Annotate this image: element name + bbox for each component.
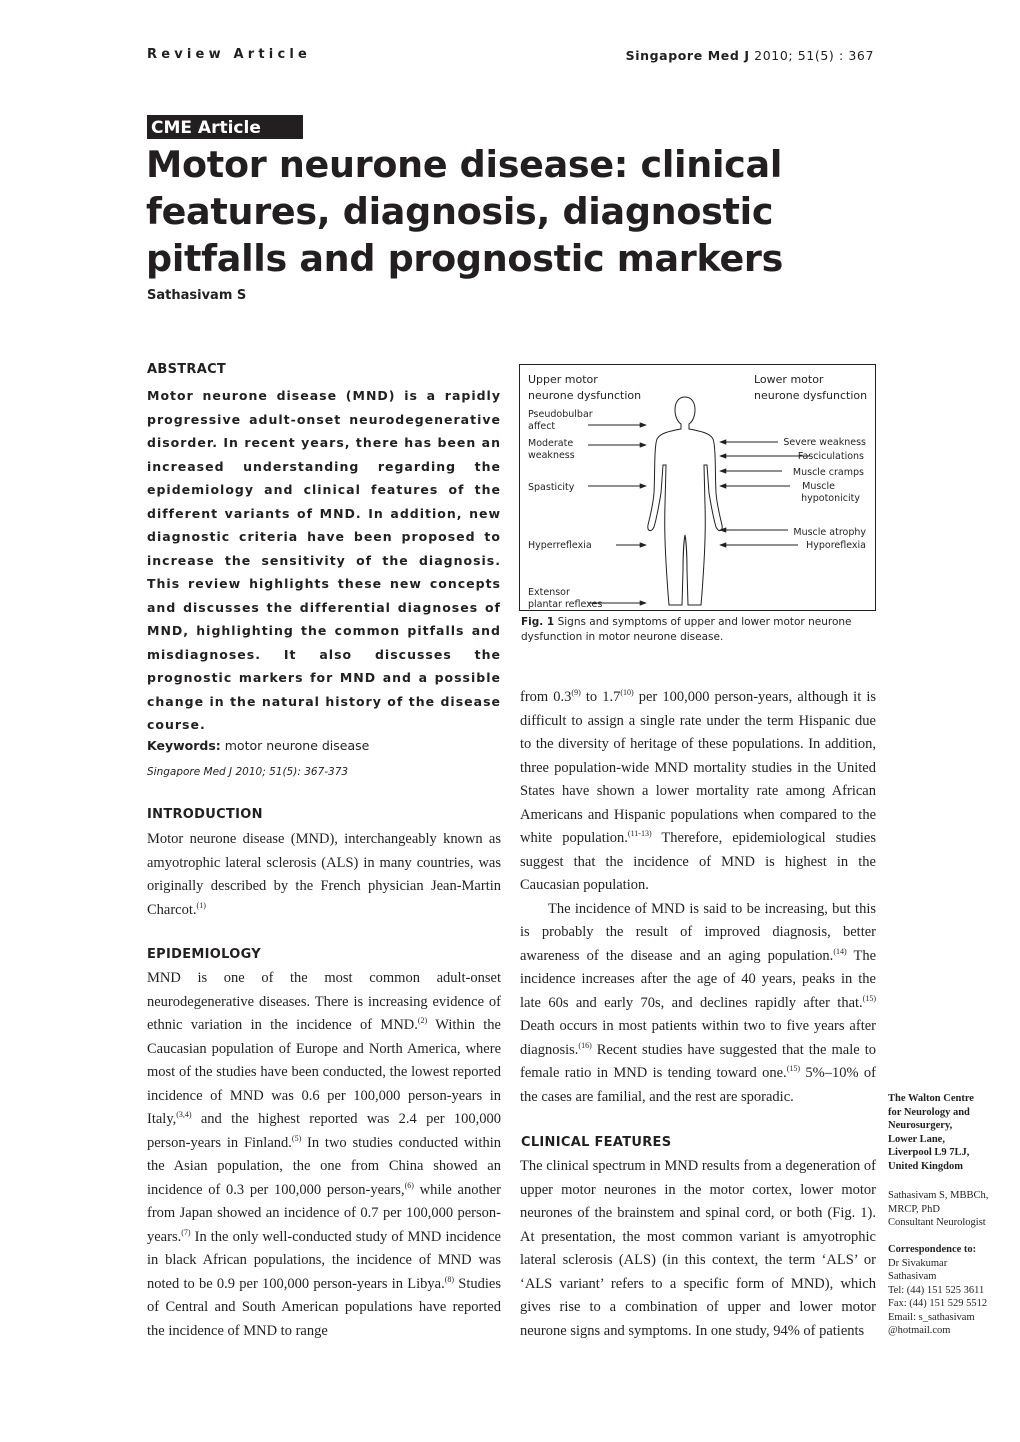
fig-left-title-2: neurone dysfunction [528,389,642,402]
affiliation-line: Neurosurgery, [888,1120,953,1131]
fig-left-label: Pseudobulbar [528,409,593,420]
affiliation-line: Dr Sivakumar [888,1257,948,1269]
affiliation-line: Fax: (44) 151 529 5512 [888,1298,988,1309]
affiliation-author-info [888,1189,988,1230]
text-run: In two studies conducted within the Asian population, the one from China showed an incidence of 0.3 per 100,000 person-years, [147,1134,501,1198]
citation: Singapore Med J 2010; 51(5): 367-373 [147,766,349,778]
affiliation-line: Lower Lane, [888,1133,945,1145]
introduction-paragraph [147,828,501,922]
abstract-text: Motor neurone disease (MND) is a rapidly progressive adult-onset neurodegenerative disorder. In recent years, there has been an increased understanding regarding the epidemiology and clinical features of the different variants of MND. In addition, new diagnostic criteria have been proposed to increase the sensitivity of the diagnosis. This review highlights these new concepts and discusses the differential diagnoses of MND, highlighting the common pitfalls and misdiagnoses. It also discusses the prognostic markers for MND and a possible change in the natural history of the disease course. [147,388,501,732]
ref: (1) [196,900,206,910]
ref: (15) [786,1064,801,1074]
text-run: Therefore, epidemiological studies suggest that the incidence of MND is highest in the Caucasian population. [520,830,876,893]
ref: (5) [291,1133,302,1143]
fig-right-label: Muscle atrophy [793,527,866,538]
human-body-outline [648,397,722,605]
affiliation-institution [888,1092,974,1173]
right-column-epidemiology [520,686,876,1109]
fig-left-label: Moderate [528,438,574,449]
fig-left-title-1: Upper motor [528,373,598,386]
fig-left-label: affect [528,421,556,432]
fig-right-label: Muscle [802,481,835,492]
affiliation-line: Sathasivam [888,1271,937,1282]
affiliation-line: Sathasivam S, MBBCh, [888,1190,989,1201]
ref: (9) [571,688,581,698]
correspondence-label: Correspondence to: [888,1244,977,1255]
epidemiology-paragraph [147,967,501,1343]
ref: (6) [404,1180,414,1190]
fig-right-title-2: neurone dysfunction [754,389,868,402]
clinical-features-paragraph: The clinical spectrum in MND results from a degeneration of upper motor neurones in the motor cortex, lower motor neurones of the brainstem and spinal cord, or both (Fig. 1). At presentation, the most common variant is amyotrophic lateral sclerosis (ALS) (in this context, the term ‘ALS’ or ‘ALS variant’ refers to a specific form of MND), which gives rise to a combination of upper and lower motor neurone signs and symptoms. In one study, 94% of patients [520,1158,876,1339]
text-run: 5%–10% of the cases are familial, and the rest are sporadic. [520,1065,876,1105]
ref: (16) [578,1040,592,1050]
affiliation-line: Liverpool L9 7LJ, [888,1147,970,1158]
affiliation-line: United Kingdom [888,1160,963,1172]
affiliation-line: Tel: (44) 151 525 3611 [888,1284,985,1296]
ref: (15) [862,993,876,1003]
text-run: to 1.7 [580,689,621,705]
figure-1 [519,364,876,611]
cme-article-label: CME Article [147,115,303,139]
text-run: The incidence increases after the age of 40 years, peaks in the late 60s and early 70s, and declines rapidly after that. [520,947,877,1011]
caption-label: Fig. 1 [521,616,555,628]
figure-1-diagram [520,365,875,610]
ref: (7) [181,1227,191,1237]
paragraph [520,686,876,898]
paragraph [520,898,876,1110]
fig-right-title-1: Lower motor [754,373,824,386]
journal-issue: 2010; 51(5) : 367 [749,48,874,63]
affiliation-line: Consultant Neurologist [888,1217,986,1228]
running-header-section: Review Article [147,47,312,62]
fig-left-label: Spasticity [528,482,575,493]
fig-left-label: weakness [528,450,575,461]
text-run: per 100,000 person-years, although it is difficult to assign a single rate under the term Hispanic due to the diversity of heritage of these populations. In addition, three population-wide MND mortality studies in the United States have shown a lower mortality rate among African Americans and Hispanic populations when compared to the white population. [520,689,877,846]
fig-right-label: Fasciculations [797,451,864,462]
introduction-heading: INTRODUCTION [147,807,263,822]
ref: (10) [620,688,634,698]
fig-right-label: Severe weakness [783,437,866,448]
text-run: and the highest reported was 2.4 per 100,000 person-years in Finland. [147,1111,501,1151]
fig-left-label: Extensor [528,587,570,598]
affiliation-line: @hotmail.com [888,1325,951,1336]
article-title: Motor neurone disease: clinical features, diagnosis, diagnostic pitfalls and prognostic markers [146,143,784,280]
caption-text: Signs and symptoms of upper and lower motor neurone dysfunction in motor neurone disease. [521,616,852,643]
text-run: Within the Caucasian population of Europe and North America, where most of the studies have been conducted, the lowest reported incidence of MND was 0.6 per 100,000 person-years in Italy, [147,1017,501,1127]
ref: (14) [833,946,847,956]
text-run: The incidence of MND is said to be increasing, but this is probably the result of improved diagnosis, better awareness of the disease and an aging population. [520,900,876,964]
ref: (11-13) [627,829,652,839]
text-run: MND is one of the most common adult-onset neurodegenerative diseases. There is increasing evidence of ethnic variation in the incidence of MND. [147,970,501,1033]
keywords [147,738,369,753]
affiliation-line: for Neurology and [888,1106,970,1118]
fig-right-label: Hyporeflexia [806,540,866,551]
fig-right-label: hypotonicity [801,493,860,504]
text-run: Recent studies have suggested that the male to female ratio in MND is tending toward one. [520,1041,876,1081]
affiliation-correspondence [888,1243,987,1338]
ref: (2) [417,1016,428,1026]
epidemiology-heading: EPIDEMIOLOGY [147,947,262,962]
text-run: while another from Japan showed an incidence of 0.7 per 100,000 person-years. [147,1181,501,1245]
text-run: Death occurs in most patients within two to five years after diagnosis. [520,1018,876,1058]
clinical-features-heading: CLINICAL FEATURES [521,1135,672,1150]
text-run: In the only well-conducted study of MND incidence in black African populations, the incidence of MND was noted to be 0.9 per 100,000 person-years in Libya. [147,1228,501,1292]
introduction-text: Motor neurone disease (MND), interchangeably known as amyotrophic lateral sclerosis (ALS) in many countries, was originally described by the French physician Jean-Martin Charcot. [147,831,501,918]
affiliation-line: Email: s_sathasivam [888,1311,975,1323]
fig-left-label: Hyperreflexia [528,540,592,551]
text-run: from 0.3 [520,689,572,705]
article-author: Sathasivam S [147,288,247,303]
fig-left-label: plantar reflexes [528,599,603,610]
keywords-label: Keywords: [147,738,221,753]
ref: (3,4) [176,1110,192,1120]
journal-name: Singapore Med J [625,48,750,63]
figure-1-caption [521,615,877,645]
ref: (8) [444,1274,455,1284]
affiliation-line: The Walton Centre [888,1093,974,1104]
abstract-heading: ABSTRACT [147,362,227,377]
fig-right-label: Muscle cramps [792,467,864,478]
text-run: Studies of Central and South American populations have reported the incidence of MND to range [147,1275,502,1339]
affiliation-line: MRCP, PhD [888,1203,940,1215]
keywords-value: motor neurone disease [220,738,370,753]
running-header-journal [626,48,874,63]
